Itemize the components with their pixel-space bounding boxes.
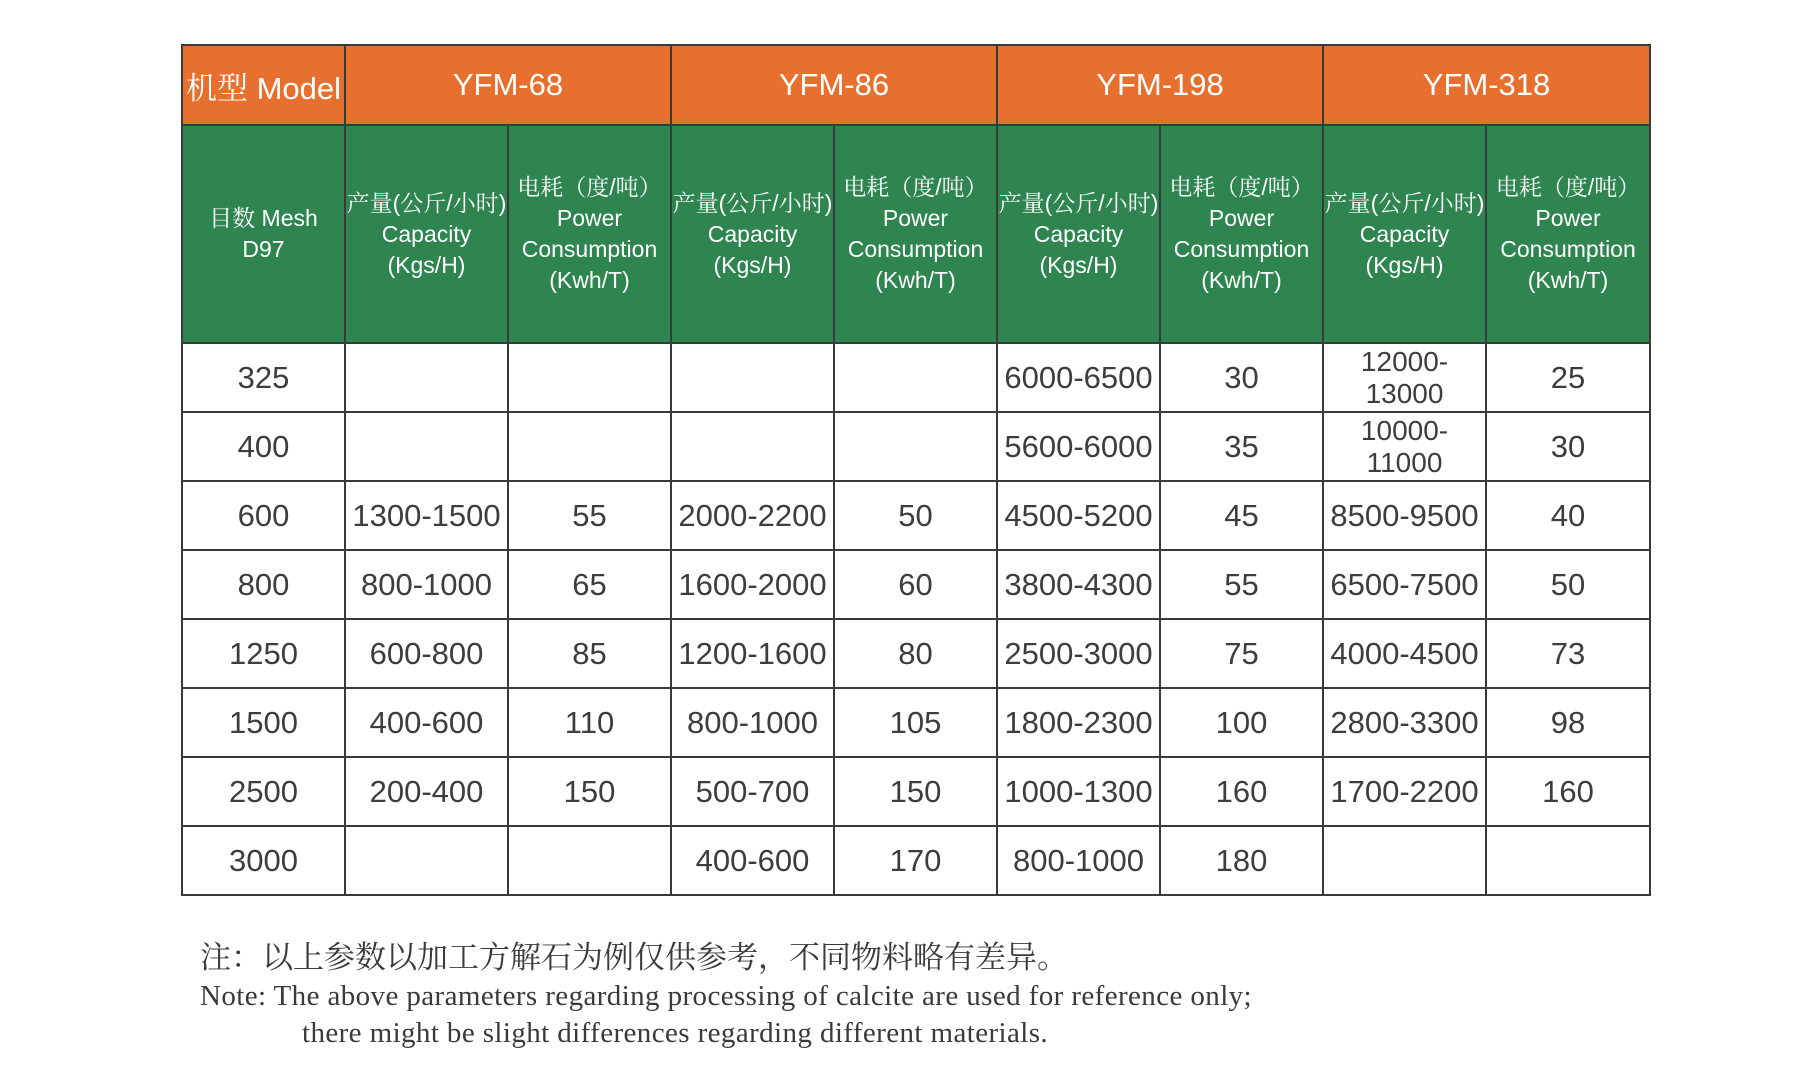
power-cell: 98 bbox=[1486, 688, 1650, 757]
capacity-header-line: Capacity bbox=[1033, 220, 1124, 247]
mesh-header-line: 目数 Mesh bbox=[209, 205, 318, 231]
power-cell: 30 bbox=[1160, 343, 1323, 412]
footnote bbox=[200, 938, 1252, 1052]
capacity-cell: 4000-4500 bbox=[1323, 619, 1486, 688]
power-header-line: 电耗（度/吨） bbox=[1495, 174, 1641, 200]
power-cell: 85 bbox=[508, 619, 671, 688]
capacity-header-cell bbox=[345, 125, 508, 343]
table-row bbox=[182, 688, 1650, 757]
power-header-line: Consumption bbox=[1173, 236, 1310, 262]
mesh-cell: 1500 bbox=[182, 688, 345, 757]
column-header-row bbox=[182, 125, 1650, 343]
power-cell: 105 bbox=[834, 688, 997, 757]
capacity-cell: 800-1000 bbox=[345, 550, 508, 619]
capacity-cell: 800-1000 bbox=[997, 826, 1160, 895]
power-cell bbox=[834, 412, 997, 481]
capacity-cell: 12000-13000 bbox=[1323, 343, 1486, 412]
capacity-cell: 400-600 bbox=[671, 826, 834, 895]
power-header-line: Consumption bbox=[521, 236, 658, 262]
power-cell: 45 bbox=[1160, 481, 1323, 550]
power-header-line: (Kwh/T) bbox=[549, 267, 630, 293]
model-header-row bbox=[182, 45, 1650, 125]
model-name-cell: YFM-86 bbox=[671, 45, 997, 125]
power-cell: 55 bbox=[1160, 550, 1323, 619]
table-body bbox=[182, 45, 1650, 895]
power-cell: 80 bbox=[834, 619, 997, 688]
mesh-cell: 325 bbox=[182, 343, 345, 412]
capacity-header-cell bbox=[671, 125, 834, 343]
capacity-header-line: 产量(公斤/小时) bbox=[346, 189, 507, 216]
capacity-header-line: 产量(公斤/小时) bbox=[1324, 189, 1485, 216]
power-cell: 150 bbox=[834, 757, 997, 826]
table-row bbox=[182, 550, 1650, 619]
capacity-cell: 2800-3300 bbox=[1323, 688, 1486, 757]
power-header-line: (Kwh/T) bbox=[875, 267, 956, 293]
capacity-cell: 400-600 bbox=[345, 688, 508, 757]
power-cell: 160 bbox=[1160, 757, 1323, 826]
table-row bbox=[182, 481, 1650, 550]
power-cell bbox=[834, 343, 997, 412]
capacity-header-line: Capacity bbox=[381, 220, 472, 247]
capacity-cell: 800-1000 bbox=[671, 688, 834, 757]
capacity-cell: 10000-11000 bbox=[1323, 412, 1486, 481]
power-header-line: Power bbox=[556, 205, 623, 231]
capacity-header-line: (Kgs/H) bbox=[1039, 251, 1118, 278]
model-name-cell: YFM-68 bbox=[345, 45, 671, 125]
capacity-cell bbox=[1323, 826, 1486, 895]
footnote-english-line-1: Note: The above parameters regarding processing of calcite are used for reference only; bbox=[200, 980, 1253, 1012]
power-cell: 50 bbox=[1486, 550, 1650, 619]
power-cell: 73 bbox=[1486, 619, 1650, 688]
power-cell: 40 bbox=[1486, 481, 1650, 550]
power-header-cell bbox=[834, 125, 997, 343]
power-cell: 35 bbox=[1160, 412, 1323, 481]
power-cell: 60 bbox=[834, 550, 997, 619]
power-cell: 100 bbox=[1160, 688, 1323, 757]
capacity-cell: 600-800 bbox=[345, 619, 508, 688]
capacity-header-line: (Kgs/H) bbox=[713, 251, 792, 278]
capacity-cell: 1600-2000 bbox=[671, 550, 834, 619]
footnote-chinese: 注：以上参数以加工方解石为例仅供参考，不同物料略有差异。 bbox=[200, 940, 1068, 976]
power-header-line: Power bbox=[1535, 205, 1601, 231]
capacity-cell: 500-700 bbox=[671, 757, 834, 826]
capacity-cell: 3800-4300 bbox=[997, 550, 1160, 619]
table-row bbox=[182, 757, 1650, 826]
model-name-cell: YFM-198 bbox=[997, 45, 1323, 125]
mesh-cell: 2500 bbox=[182, 757, 345, 826]
capacity-cell: 6500-7500 bbox=[1323, 550, 1486, 619]
power-cell: 25 bbox=[1486, 343, 1650, 412]
power-cell: 180 bbox=[1160, 826, 1323, 895]
capacity-cell: 2000-2200 bbox=[671, 481, 834, 550]
power-cell: 75 bbox=[1160, 619, 1323, 688]
table-row bbox=[182, 826, 1650, 895]
capacity-cell bbox=[671, 343, 834, 412]
capacity-cell: 6000-6500 bbox=[997, 343, 1160, 412]
mesh-cell: 3000 bbox=[182, 826, 345, 895]
capacity-cell: 1800-2300 bbox=[997, 688, 1160, 757]
power-cell bbox=[508, 826, 671, 895]
power-cell: 150 bbox=[508, 757, 671, 826]
power-cell: 30 bbox=[1486, 412, 1650, 481]
capacity-cell: 8500-9500 bbox=[1323, 481, 1486, 550]
power-header-line: (Kwh/T) bbox=[1201, 267, 1282, 293]
power-header-line: Power bbox=[882, 205, 949, 231]
mesh-cell: 600 bbox=[182, 481, 345, 550]
power-header-cell bbox=[1160, 125, 1323, 343]
model-name-cell: YFM-318 bbox=[1323, 45, 1650, 125]
mesh-cell: 1250 bbox=[182, 619, 345, 688]
power-cell bbox=[508, 343, 671, 412]
capacity-cell bbox=[671, 412, 834, 481]
table-row bbox=[182, 412, 1650, 481]
capacity-header-line: Capacity bbox=[1359, 220, 1450, 247]
power-cell: 170 bbox=[834, 826, 997, 895]
mesh-header-cell bbox=[182, 125, 345, 343]
capacity-header-line: 产量(公斤/小时) bbox=[998, 189, 1159, 216]
power-header-cell bbox=[508, 125, 671, 343]
power-header-line: 电耗（度/吨） bbox=[843, 174, 988, 200]
power-header-line: Consumption bbox=[1500, 236, 1636, 262]
table-row bbox=[182, 619, 1650, 688]
capacity-header-cell bbox=[997, 125, 1160, 343]
power-header-cell bbox=[1486, 125, 1650, 343]
power-cell: 160 bbox=[1486, 757, 1650, 826]
power-header-line: 电耗（度/吨） bbox=[1169, 174, 1314, 200]
capacity-cell: 5600-6000 bbox=[997, 412, 1160, 481]
capacity-cell: 200-400 bbox=[345, 757, 508, 826]
capacity-cell: 1700-2200 bbox=[1323, 757, 1486, 826]
mesh-header-line: D97 bbox=[242, 236, 285, 262]
power-header-line: 电耗（度/吨） bbox=[517, 174, 662, 200]
capacity-header-line: Capacity bbox=[707, 220, 798, 247]
power-cell: 50 bbox=[834, 481, 997, 550]
mesh-cell: 400 bbox=[182, 412, 345, 481]
model-label-cell: 机型 Model bbox=[182, 45, 345, 125]
capacity-cell bbox=[345, 343, 508, 412]
capacity-cell: 4500-5200 bbox=[997, 481, 1160, 550]
capacity-header-cell bbox=[1323, 125, 1486, 343]
power-cell: 55 bbox=[508, 481, 671, 550]
capacity-cell: 1200-1600 bbox=[671, 619, 834, 688]
mesh-cell: 800 bbox=[182, 550, 345, 619]
capacity-header-line: 产量(公斤/小时) bbox=[672, 189, 833, 216]
capacity-cell: 1300-1500 bbox=[345, 481, 508, 550]
power-header-line: Consumption bbox=[847, 236, 984, 262]
power-cell bbox=[508, 412, 671, 481]
power-cell: 65 bbox=[508, 550, 671, 619]
capacity-cell bbox=[345, 826, 508, 895]
spec-table bbox=[181, 44, 1651, 896]
power-header-line: Power bbox=[1208, 205, 1275, 231]
power-cell: 110 bbox=[508, 688, 671, 757]
capacity-cell bbox=[345, 412, 508, 481]
table-row bbox=[182, 343, 1650, 412]
power-header-line: (Kwh/T) bbox=[1527, 267, 1609, 293]
footnote-english-line-2: there might be slight differences regarding different materials. bbox=[302, 1017, 1049, 1049]
capacity-header-line: (Kgs/H) bbox=[387, 251, 466, 278]
power-cell bbox=[1486, 826, 1650, 895]
capacity-cell: 1000-1300 bbox=[997, 757, 1160, 826]
capacity-cell: 2500-3000 bbox=[997, 619, 1160, 688]
capacity-header-line: (Kgs/H) bbox=[1365, 251, 1444, 278]
